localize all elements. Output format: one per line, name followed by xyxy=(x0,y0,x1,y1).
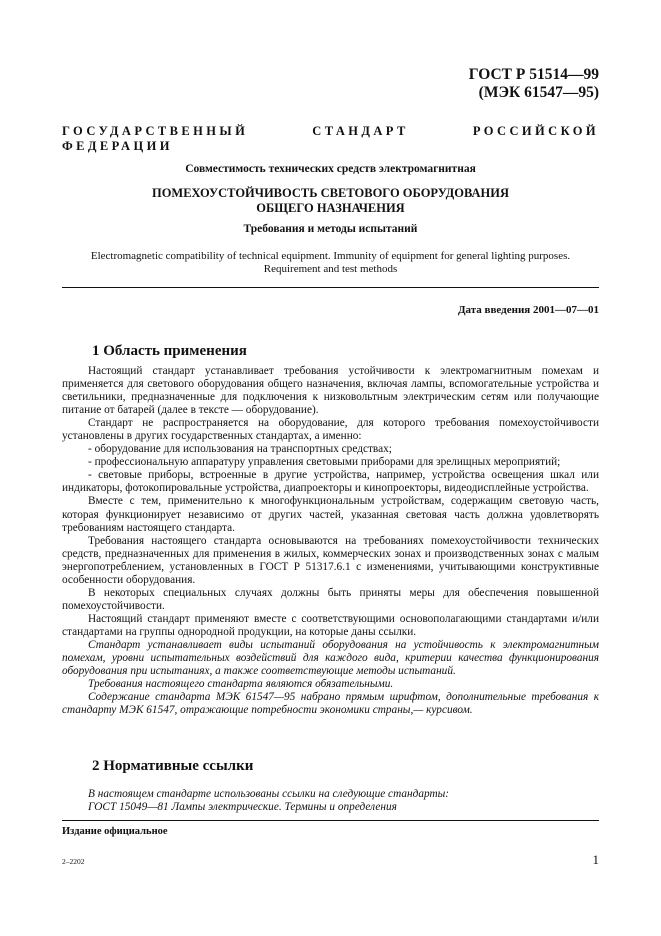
official-edition-label: Издание официальное xyxy=(62,826,168,837)
paragraph: В некоторых специальных случаях должны быть приняты меры для обеспечения повышенной помехоустойчивости. xyxy=(62,586,599,612)
main-title-line-1: ПОМЕХОУСТОЙЧИВОСТЬ СВЕТОВОГО ОБОРУДОВАНИЯ xyxy=(151,186,510,200)
print-code: 2–2202 xyxy=(62,857,85,866)
paragraph-italic: Требования настоящего стандарта являются обязательными. xyxy=(88,678,394,691)
paragraph: Стандарт не распространяется на оборудование, для которого требования помехоустойчивости установлены в других государственных стандартах, а именно: xyxy=(62,417,599,443)
paragraph-italic: Содержание стандарта МЭК 61547—95 набрано прямым шрифтом, дополнительные требования к стандарту МЭК 61547, отражающие потребности экономики страны,— курсивом. xyxy=(62,691,599,717)
paragraph-italic: Стандарт устанавливает виды испытаний оборудования на устойчивость к электромагнитным помехам, уровни испытательных воздействий для каждого вида, критерии качества функционирования оборудования при испытаниях, а также соответствующие методы испытаний. xyxy=(62,638,599,678)
english-title-line-2: Requirement and test methods xyxy=(263,263,398,275)
state-standard-title: ГОСУДАРСТВЕННЫЙ СТАНДАРТ РОССИЙСКОЙ ФЕДЕРАЦИИ xyxy=(62,124,599,153)
standard-number-block xyxy=(469,66,599,102)
reference-item: ГОСТ 15049—81 Лампы электрические. Термины и определения xyxy=(88,801,397,814)
page-number: 1 xyxy=(592,852,599,867)
english-title xyxy=(62,250,599,276)
english-title-line-1: Electromagnetic compatibility of technical equipment. Immunity of equipment for general lighting purposes. xyxy=(90,250,571,262)
paragraph: Вместе с тем, применительно к многофункциональным устройствам, содержащим световую часть, которая функционирует независимо от других частей, указанная световая часть должна удовлетворять требованиям настоящего стандарта. xyxy=(62,495,599,534)
paragraph: Настоящий стандарт устанавливает требования устойчивости к электромагнитным помехам и применяется для светового оборудования общего назначения, включая лампы, вспомогательные устройства и светильники, предназначенные для подключения к низковольтным электрическим сетям или получающие питание от батарей (далее в тексте — оборудование). xyxy=(62,365,599,417)
introduction-date: Дата введения 2001—07—01 xyxy=(457,304,599,316)
list-item: - профессиональную аппаратуру управления световыми приборами для зрелищных мероприятий; xyxy=(88,456,561,469)
main-title-line-2: ОБЩЕГО НАЗНАЧЕНИЯ xyxy=(256,201,405,215)
paragraph-italic: В настоящем стандарте использованы ссылки на следующие стандарты: xyxy=(88,788,450,800)
section-1-body xyxy=(62,365,599,717)
paragraph: Требования настоящего стандарта основываются на требованиях помехоустойчивости технических средств, предназначенных для применения в жилых, коммерческих зонах и производственных зонах с малым энергопотреблением, установленных в ГОСТ Р 51317.6.1 с изменениями, учитывающими конструктивные особенности оборудования. xyxy=(62,534,599,586)
footer-divider xyxy=(62,820,599,821)
list-item: - оборудование для использования на транспортных средствах; xyxy=(88,443,392,456)
subtitle: Требования и методы испытаний xyxy=(243,223,418,235)
main-title xyxy=(62,186,599,216)
title-divider xyxy=(62,287,599,288)
gost-number: ГОСТ Р 51514—99 xyxy=(468,66,599,83)
section-1-heading: 1 Область применения xyxy=(92,343,247,359)
section-2-body xyxy=(62,788,599,814)
compatibility-line: Совместимость технических средств электромагнитная xyxy=(185,163,476,175)
section-2-heading: 2 Нормативные ссылки xyxy=(92,758,254,774)
list-item: - световые приборы, встроенные в другие устройства, например, устройства освещения шкал или индикаторы, фотокопировальные устройства, диапроекторы и кинопроекторы, видеодисплейные устройства. xyxy=(62,469,599,495)
paragraph: Настоящий стандарт применяют вместе с соответствующими основополагающими стандартами и/или стандартами на группы однородной продукции, на которые даны ссылки. xyxy=(62,612,599,638)
iec-number: (МЭК 61547—95) xyxy=(478,84,599,101)
